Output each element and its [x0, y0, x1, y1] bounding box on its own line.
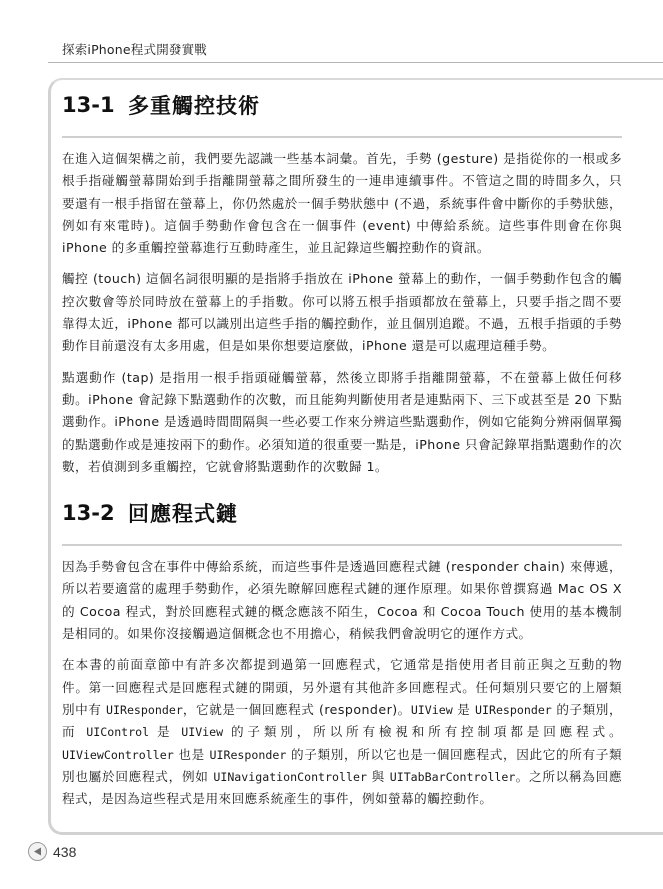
code-term: UIResponder: [106, 702, 183, 717]
text-run: 的子類別，所以它也是一個回應程式，因此它的所有子類別也屬於回應程式，例如: [62, 746, 623, 784]
page-footer: [28, 842, 76, 861]
code-term: UIViewController: [62, 747, 174, 762]
paragraph-first-responder: [62, 654, 622, 810]
code-term: UIResponder: [209, 747, 287, 762]
paragraph-tap: 點選動作 (tap) 是指用一根手指頭碰觸螢幕，然後立即將手指離開螢幕，不在螢幕上做任何移動。iPhone 會記錄下點選動作的次數，而且能夠判斷使用者是連點兩下、三下或甚至是 20 下點選動作。iPhone 是透過時間間隔與一些必要工作來分辨這些點選動作，例如它能夠分辨兩個單獨的點選動作或是連按兩下的動作。必須知道的很重要一點是，iPhone 只會記錄單指點選動作的次數，若偵測到多重觸控，它就會將點選動作的次數歸 1。: [62, 369, 622, 474]
code-term: UINavigationController: [213, 769, 367, 784]
section-rule: [62, 544, 622, 546]
code-term: UIView: [181, 725, 224, 740]
text-run: 。之所以稱為回應程式，是因為這些程式是用來回應系統產生的事件，例如螢幕的觸控動作。: [62, 768, 623, 807]
section-number: 13-1: [62, 93, 115, 117]
section-number: 13-2: [62, 501, 115, 526]
code-term: UIControl: [86, 725, 150, 740]
code-term: UITabBarController: [389, 769, 516, 784]
paragraph-touch: 觸控 (touch) 這個名詞很明顯的是指將手指放在 iPhone 螢幕上的動作，一個手勢動作包含的觸控次數會等於同時放在螢幕上的手指數。你可以將五根手指頭都放在螢幕上，只要手指之間不要靠得太近，iPhone 都可以識別出這些手指的觸控動作，並且個別追蹤。不過，五根手指頭的手勢動作目前還沒有太多用處，但是如果你想要這麼做，iPhone 還是可以處理這種手勢。: [62, 271, 622, 354]
header-rule: [48, 62, 663, 63]
text-run: 的子類別，而: [62, 701, 622, 740]
section-heading-13-2: [62, 494, 622, 532]
text-run: 是: [149, 724, 182, 740]
page-number: 438: [53, 843, 77, 860]
text-run: 的子類別，所以所有檢視和所有控制項都是回應程式。: [223, 724, 622, 740]
text-run: ，它就是一個回應程式 (responder)。: [182, 701, 411, 717]
body-column: [62, 86, 622, 819]
section-heading-13-1: [62, 86, 622, 124]
code-term: UIView: [410, 702, 453, 717]
section-title: 多重觸控技術: [128, 94, 260, 118]
text-run: 在本書的前面章節中有許多次都提到過第一回應程式，它通常是指使用者目前正與之互動的物件。第一回應程式是回應程式鏈的開頭，另外還有其他許多回應程式。任何類別只要它的上層類別中有: [62, 657, 622, 717]
running-head: 探索iPhone程式開發實戰: [62, 42, 207, 57]
text-run: 與: [366, 768, 390, 784]
page-arrow-left-icon: [28, 842, 47, 861]
paragraph-gesture: 在進入這個架構之前，我們要先認識一些基本詞彙。首先，手勢 (gesture) 是指從你的一根或多根手指碰觸螢幕開始到手指離開螢幕之間所發生的一連串連續事件。不管這之間的時間多久，只要還有一根手指留在螢幕上，你仍然處於一個手勢狀態中 (不過，系統事件會中斷你的手勢狀態，例如有來電時)。這個手勢動作會包含在一個事件 (event) 中傳給系統。這些事件則會在你與 iPhone 的多重觸控螢幕進行互動時產生，並且記錄這些觸控動作的資訊。: [62, 151, 622, 256]
text-run: 是: [452, 701, 475, 717]
section-rule: [62, 136, 622, 138]
paragraph-responder-chain: 因為手勢會包含在事件中傳給系統，而這些事件是透過回應程式鏈 (responder chain) 來傳遞，所以若要適當的處理手勢動作，必須先瞭解回應程式鏈的運作原理。如果你曾撰寫過 Mac OS X 的 Cocoa 程式，對於回應程式鏈的概念應該不陌生，Cocoa 和 Cocoa Touch 使用的基本機制是相同的。如果你沒接觸過這個概念也不用擔心，稍候我們會說明它的運作方式。: [62, 559, 622, 642]
text-run: 也是: [173, 746, 210, 762]
section-title: 回應程式鏈: [128, 502, 238, 527]
code-term: UIResponder: [475, 702, 552, 717]
